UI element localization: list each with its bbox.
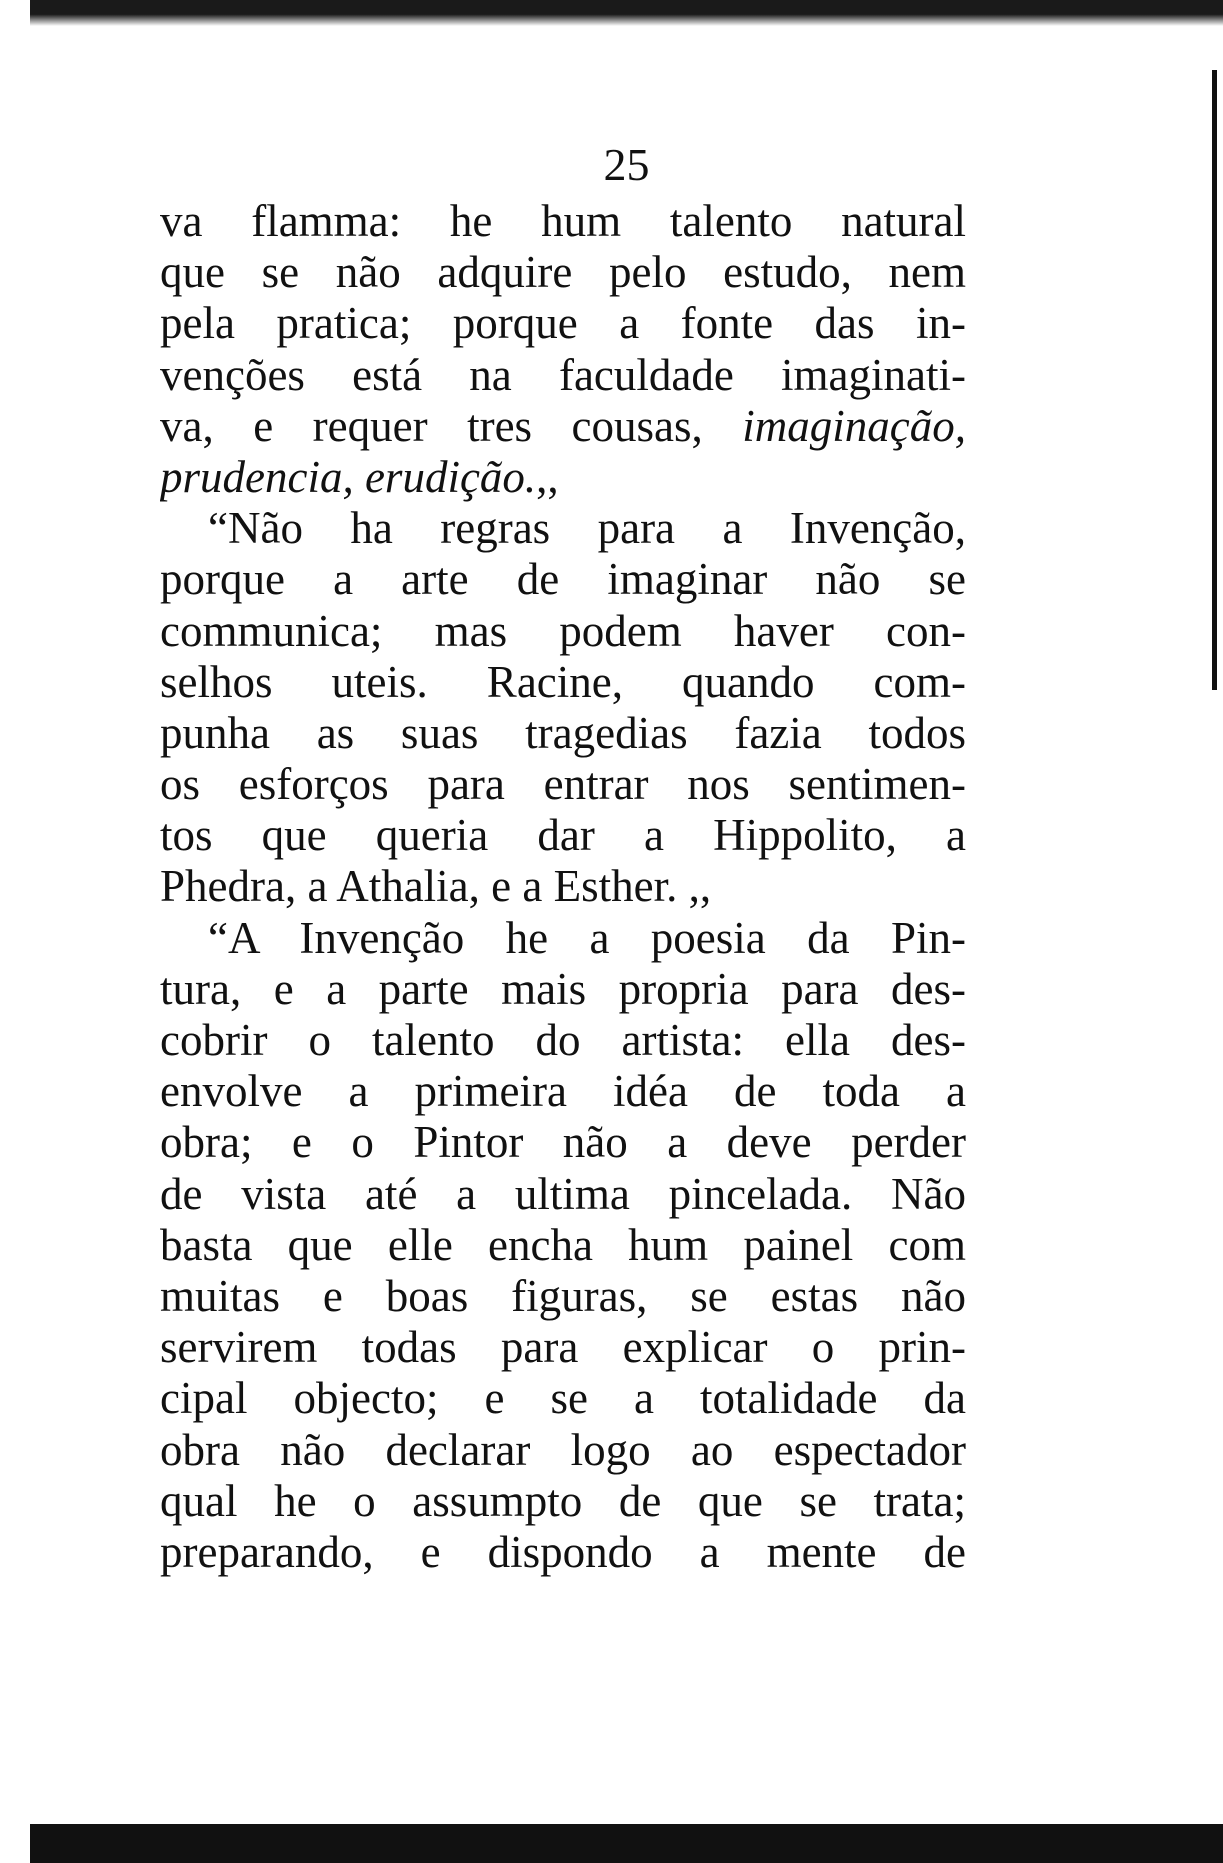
page-number: 25 bbox=[603, 139, 650, 190]
text-line: preparando, e dispondo a mente de bbox=[160, 1526, 966, 1577]
text-line: selhos uteis. Racine, quando com- bbox=[160, 656, 966, 707]
text-line: qual he o assumpto de que se trata; bbox=[160, 1475, 966, 1526]
text-line: cipal objecto; e se a totalidade da bbox=[160, 1373, 966, 1424]
text-line: obra; e o Pintor não a deve perder bbox=[160, 1117, 966, 1168]
top-edge-rule bbox=[30, 0, 1223, 26]
text-line: os esforços para entrar nos sentimen- bbox=[160, 759, 966, 810]
text-line: communica; mas podem haver con- bbox=[160, 605, 966, 656]
text-line: prudencia, erudição.,, bbox=[160, 451, 559, 502]
text-line: muitas e boas figuras, se estas não bbox=[160, 1270, 966, 1321]
text-line: servirem todas para explicar o prin- bbox=[160, 1322, 966, 1373]
text-line: Phedra, a Athalia, e a Esther. ,, bbox=[160, 861, 712, 912]
text-line: punha as suas tragedias fazia todos bbox=[160, 707, 966, 758]
text-line: basta que elle encha hum painel com bbox=[160, 1219, 966, 1270]
body-text bbox=[160, 196, 966, 1578]
text-line: obra não declarar logo ao espectador bbox=[160, 1424, 966, 1475]
text-line: porque a arte de imaginar não se bbox=[160, 554, 966, 605]
text-line: envolve a primeira idéa de toda a bbox=[160, 1066, 966, 1117]
text-line: pela pratica; porque a fonte das in- bbox=[160, 298, 966, 349]
text-line: “Não ha regras para a Invenção, bbox=[208, 503, 966, 554]
text-line: venções está na faculdade imaginati- bbox=[160, 349, 966, 400]
text-line: de vista até a ultima pincelada. Não bbox=[160, 1168, 966, 1219]
bottom-edge-rule bbox=[30, 1824, 1223, 1863]
text-line: “A Invenção he a poesia da Pin- bbox=[208, 912, 966, 963]
text-line: tos que queria dar a Hippolito, a bbox=[160, 810, 966, 861]
text-line: que se não adquire pelo estudo, nem bbox=[160, 247, 966, 298]
text-line: va flamma: he hum talento natural bbox=[160, 196, 966, 246]
text-line: va, e requer tres cousas, imaginação, bbox=[160, 400, 966, 451]
text-line: tura, e a parte mais propria para des- bbox=[160, 963, 966, 1014]
text-line: cobrir o talento do artista: ella des- bbox=[160, 1015, 966, 1065]
